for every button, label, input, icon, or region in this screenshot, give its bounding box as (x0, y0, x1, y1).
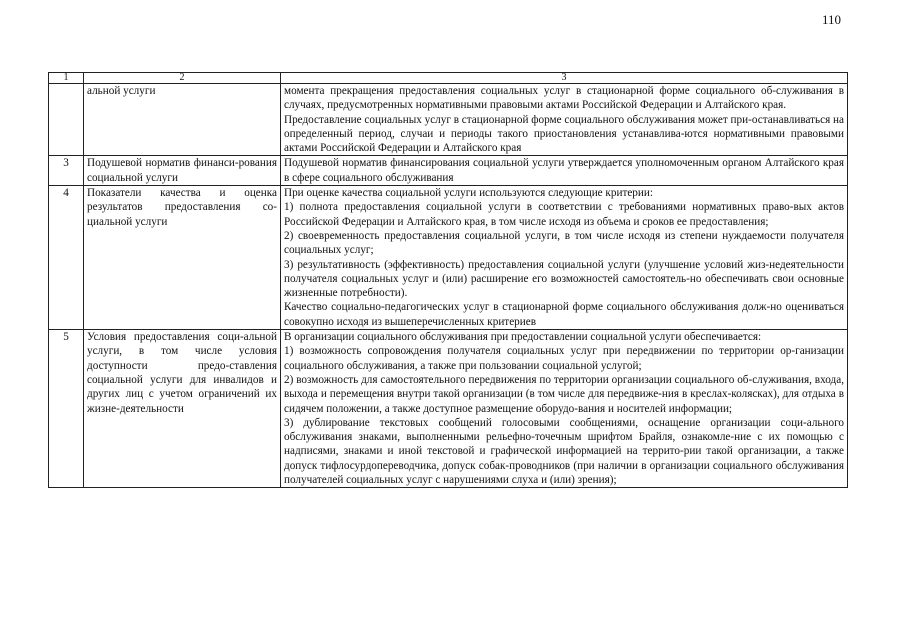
row-name: Подушевой норматив финанси-рования социальной услуги (84, 156, 281, 186)
row-name: альной услуги (84, 84, 281, 156)
description-paragraph: 3) дублирование текстовых сообщений голосовыми сообщениями, оснащение организации соци-ального обслуживания знаками, выполненными рельефно-точечным шрифтом Брайля, ознакомле-ние с их помощью с надписями, знаками и иной текстовой и графической информацией на террито-рии такой организации, а также допуск тифлосурдопереводчика, допуск собак-проводников (при наличии в организации социального обслуживания получателей социальных услуг с нарушениями слуха и (или) зрения); (284, 416, 844, 487)
description-paragraph: 2) своевременность предоставления социальной услуги, в том числе исходя из степени нуждаемости получателя социальных услуг; (284, 229, 844, 257)
description-paragraph: Предоставление социальных услуг в стационарной форме социального обслуживания может при-останавливаться на определенный период, случаи и периоды такого приостановления устанавлива-ются нормативными правовыми актами Российской Федерации и Алтайского края (284, 113, 845, 155)
page-number: 110 (821, 12, 841, 27)
header-cell-1: 1 (49, 73, 84, 84)
header-cell-2: 2 (84, 73, 281, 84)
row-description (281, 186, 848, 330)
table-row (49, 186, 848, 330)
row-description (281, 330, 848, 488)
table-row (49, 330, 848, 488)
row-name: Условия предоставления соци-альной услуги, в том числе условия доступности предо-ставления социальной услуги для инвалидов и других лиц с учетом ограничений их жизне-деятельности (84, 330, 281, 488)
description-paragraph: 3) результативность (эффективность) предоставления социальной услуги (улучшение условий жиз-недеятельности получателя социальных услуг и (или) расширение его возможностей самостоятель-но обеспечивать свои основные жизненные потребности). (284, 258, 844, 300)
description-paragraph: При оценке качества социальной услуги используются следующие критерии: (284, 187, 653, 200)
description-paragraph: 1) возможность сопровождения получателя социальных услуг при передвижении по территории ор-ганизации социального обслуживания, а также при пользовании социальной услугой; (284, 345, 844, 372)
header-cell-3: 3 (281, 73, 848, 84)
table-header-row (49, 73, 848, 84)
description-paragraph: 1) полнота предоставления социальной услуги в соответствии с требованиями нормативных право-вых актов Российской Федерации и Алтайского края, в том числе исходя из объема и сроков ее предоставления; (284, 201, 844, 228)
row-number: 3 (49, 156, 84, 186)
row-number: 4 (49, 186, 84, 330)
row-description (281, 156, 848, 186)
description-paragraph: 2) возможность для самостоятельного передвижения по территории организации социального об-служивания, входа, выхода и перемещения внутри такой организации (в том числе для передвиже-ния в креслах-колясках), для отдыха в сидячем положении, а также доступное размещение оборудо-вания и носителей информации; (284, 373, 844, 415)
table-row (49, 156, 848, 186)
row-name: Показатели качества и оценка результатов предоставления со-циальной услуги (84, 186, 281, 330)
description-paragraph: момента прекращения предоставления социальных услуг в стационарной форме социального об-служивания в случаях, предусмотренных нормативными правовыми актами Российской Федерации и Алтайского края. (284, 85, 844, 112)
description-paragraph: Подушевой норматив финансирования социальной услуги утверждается уполномоченным органом Алтайского края в сфере социального обслуживания (284, 157, 844, 184)
row-description (281, 84, 848, 156)
services-table (48, 72, 848, 488)
description-paragraph: Качество социально-педагогических услуг в стационарной форме социального обслуживания долж-но оцениваться совокупно исходя из вышеперечисленных критериев (284, 301, 844, 328)
description-paragraph: В организации социального обслуживания при предоставлении социальной услуги обеспечивается: (284, 331, 762, 344)
row-number: 5 (49, 330, 84, 488)
table-row (49, 84, 848, 156)
row-number (49, 84, 84, 156)
